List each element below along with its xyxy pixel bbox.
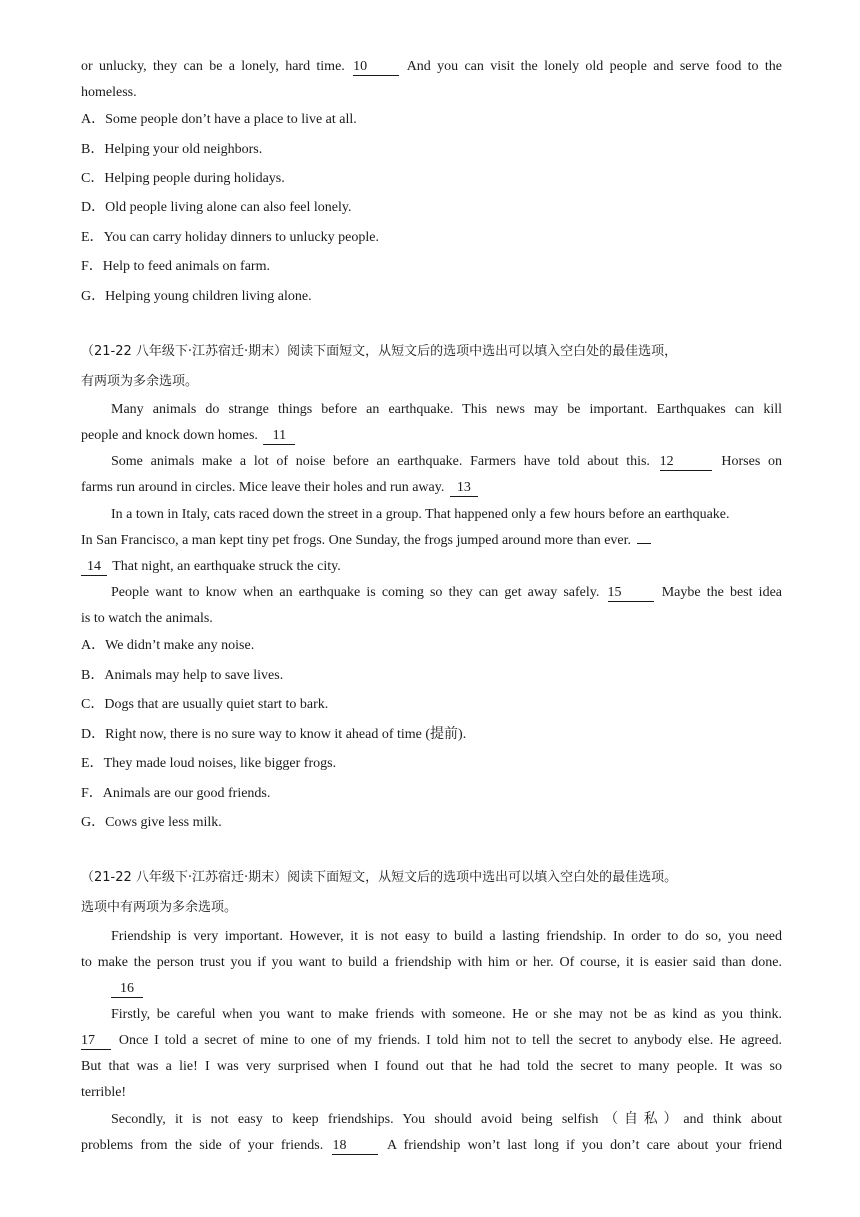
blank-14-start — [637, 543, 651, 544]
option-b-2 — [81, 666, 782, 686]
blank-12[interactable]: 12 — [660, 454, 712, 471]
passage-c-p3-line-1: Secondly, it is not easy to keep friendships. You should avoid being selfish（自私）and think about — [111, 1112, 782, 1127]
text-span: People want to know when an earthquake is coming so they can get away safely. — [111, 585, 600, 600]
text-span: Some animals make a lot of noise before an earthquake. Farmers have told about this. — [111, 454, 650, 469]
passage-c-p2-line-1: Firstly, be careful when you want to make friends with someone. He or she may not be as kind as you think. — [111, 1007, 782, 1022]
option-a-4 — [81, 198, 782, 218]
blank-16[interactable]: 16 — [111, 981, 143, 998]
option-letter: C． — [81, 171, 105, 186]
option-letter: B． — [81, 668, 105, 683]
passage-a-line-2: homeless. — [81, 85, 137, 100]
option-a-3 — [81, 169, 782, 189]
option-text: They made loud noises, like bigger frogs. — [103, 756, 337, 771]
option-text: You can carry holiday dinners to unlucky people. — [103, 230, 379, 245]
option-letter: D． — [81, 200, 106, 215]
text-span: That night, an earthquake struck the city. — [112, 559, 341, 574]
passage-b-header-line-1: （21-22 八年级下·江苏宿迁·期末）阅读下面短文，从短文后的选项中选出可以填入空白处的最佳选项， — [81, 344, 678, 359]
option-letter: D． — [81, 727, 106, 742]
passage-b-p3-line-3 — [81, 557, 782, 577]
blank-17[interactable]: 17 — [81, 1033, 111, 1050]
blank-13[interactable]: 13 — [450, 480, 478, 497]
option-letter: B． — [81, 142, 105, 157]
text-span: Horses on — [721, 454, 783, 469]
blank-11[interactable]: 11 — [263, 428, 295, 445]
option-a-5 — [81, 228, 782, 248]
passage-c-p3-line-2 — [81, 1136, 782, 1156]
passage-b-p2-line-1 — [111, 452, 782, 472]
option-text: Helping people during holidays. — [104, 171, 285, 186]
option-text: Help to feed animals on farm. — [102, 259, 270, 274]
passage-b-p4-line-1 — [111, 583, 782, 603]
text-span: And you can visit the lonely old people and serve food to the — [406, 59, 782, 74]
passage-b-p3-line-2 — [81, 531, 782, 551]
option-letter: G． — [81, 815, 106, 830]
option-text: Cows give less milk. — [105, 815, 222, 830]
blank-10[interactable]: 10 — [353, 59, 399, 76]
passage-c-p2-line-2 — [81, 1031, 782, 1051]
option-text: Some people don’t have a place to live at all. — [105, 112, 357, 127]
option-a-7 — [81, 287, 782, 307]
passage-b-p4-line-2: is to watch the animals. — [81, 611, 213, 626]
text-span: Maybe the best idea — [661, 585, 782, 600]
passage-b-p1-line-1: Many animals do strange things before an earthquake. This news may be important. Earthquakes can kill — [111, 402, 782, 417]
option-text: Right now, there is no sure way to know it ahead of time (提前). — [105, 727, 467, 742]
option-text: Animals are our good friends. — [102, 786, 271, 801]
passage-c-p2-line-3: But that was a lie! I was very surprised when I found out that he had told the secret to many people. It was so — [81, 1059, 782, 1074]
passage-c-header-line-2: 选项中有两项为多余选项。 — [81, 900, 238, 915]
option-letter: G． — [81, 289, 106, 304]
passage-c-p2-line-4: terrible! — [81, 1085, 127, 1100]
option-b-1 — [81, 636, 782, 656]
passage-c-p1-line-2: to make the person trust you if you want to build a friendship with him or her. Of course, it is easier said than done. — [81, 955, 782, 970]
passage-b-p2-line-2 — [81, 478, 782, 498]
text-span: farms run around in circles. Mice leave their holes and run away. — [81, 480, 445, 495]
passage-b-p3-line-1: In a town in Italy, cats raced down the street in a group. That happened only a few hours before an earthquake. — [111, 507, 730, 522]
option-b-3 — [81, 695, 782, 715]
text-span: In San Francisco, a man kept tiny pet frogs. One Sunday, the frogs jumped around more than ever. — [81, 533, 632, 548]
passage-c-header-line-1: （21-22 八年级下·江苏宿迁·期末）阅读下面短文，从短文后的选项中选出可以填入空白处的最佳选项。 — [81, 870, 678, 885]
passage-b-p1-line-2 — [81, 426, 782, 446]
passage-c-blank-16-line — [111, 979, 782, 999]
option-b-7 — [81, 813, 782, 833]
blank-15[interactable]: 15 — [608, 585, 654, 602]
text-span: Once I told a secret of mine to one of my friends. I told him not to tell the secret to anybody else. He agreed. — [118, 1033, 783, 1048]
option-text: Old people living alone can also feel lonely. — [105, 200, 352, 215]
text-span: people and knock down homes. — [81, 428, 258, 443]
option-letter: F． — [81, 786, 103, 801]
option-letter: C． — [81, 697, 105, 712]
option-text: Dogs that are usually quiet start to bark. — [104, 697, 329, 712]
option-text: Helping young children living alone. — [105, 289, 312, 304]
option-b-4 — [81, 725, 782, 745]
text-span: or unlucky, they can be a lonely, hard time. — [81, 59, 345, 74]
option-letter: A． — [81, 112, 106, 127]
option-a-6 — [81, 257, 782, 277]
option-a-2 — [81, 140, 782, 160]
blank-18[interactable]: 18 — [332, 1138, 378, 1155]
passage-c-p1-line-1: Friendship is very important. However, it is not easy to build a lasting friendship. In order to do so, you need — [111, 929, 782, 944]
option-letter: A． — [81, 638, 106, 653]
blank-14[interactable]: 14 — [81, 559, 107, 576]
option-letter: E． — [81, 756, 104, 771]
option-a-1 — [81, 110, 782, 130]
passage-a-line-1 — [81, 57, 782, 77]
option-text: We didn’t make any noise. — [105, 638, 255, 653]
passage-b-header-line-2: 有两项为多余选项。 — [81, 374, 199, 389]
option-letter: E． — [81, 230, 104, 245]
option-b-6 — [81, 784, 782, 804]
option-b-5 — [81, 754, 782, 774]
option-text: Animals may help to save lives. — [104, 668, 284, 683]
text-span: problems from the side of your friends. — [81, 1138, 324, 1153]
option-text: Helping your old neighbors. — [104, 142, 263, 157]
option-letter: F． — [81, 259, 103, 274]
text-span: A friendship won’t last long if you don’t care about your friend — [386, 1138, 782, 1153]
